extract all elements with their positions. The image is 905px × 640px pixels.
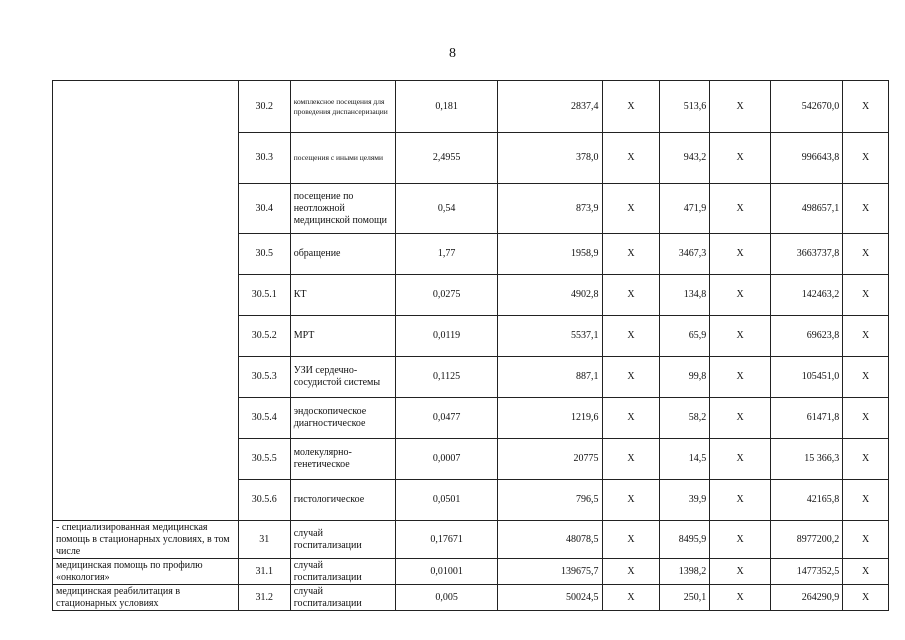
table-row	[53, 585, 889, 611]
row-cost: 20775	[497, 439, 602, 480]
row-norm: 0,0477	[396, 398, 498, 439]
table-row	[53, 81, 889, 133]
row-v2: 142463,2	[771, 275, 843, 316]
row-x3: X	[843, 81, 889, 133]
row-x2: X	[710, 316, 771, 357]
row-code: 30.5.4	[238, 398, 290, 439]
row-x3: X	[843, 398, 889, 439]
row-x1: X	[602, 133, 660, 184]
row-code: 31	[238, 521, 290, 559]
row-code: 30.5.6	[238, 480, 290, 521]
row-x1: X	[602, 585, 660, 611]
row-v1: 134,8	[660, 275, 710, 316]
row-unit: случай госпитализации	[290, 585, 396, 611]
row-cost: 1958,9	[497, 234, 602, 275]
table-row	[53, 521, 889, 559]
row-name: медицинская реабилитация в стационарных условиях	[53, 585, 239, 611]
row-norm: 0,181	[396, 81, 498, 133]
table-row	[53, 559, 889, 585]
row-v2: 15 366,3	[771, 439, 843, 480]
row-v1: 513,6	[660, 81, 710, 133]
row-cost: 378,0	[497, 133, 602, 184]
row-norm: 0,0007	[396, 439, 498, 480]
row-code: 30.5.1	[238, 275, 290, 316]
row-unit: КТ	[290, 275, 396, 316]
row-norm: 0,0119	[396, 316, 498, 357]
row-norm: 2,4955	[396, 133, 498, 184]
row-code: 30.5.3	[238, 357, 290, 398]
row-v2: 498657,1	[771, 184, 843, 234]
row-x3: X	[843, 439, 889, 480]
row-x2: X	[710, 275, 771, 316]
row-unit: случай госпитализации	[290, 559, 396, 585]
row-norm: 0,01001	[396, 559, 498, 585]
row-x2: X	[710, 398, 771, 439]
row-norm: 0,005	[396, 585, 498, 611]
row-x1: X	[602, 357, 660, 398]
row-unit: случай госпитализации	[290, 521, 396, 559]
row-x1: X	[602, 439, 660, 480]
row-v1: 250,1	[660, 585, 710, 611]
row-v1: 943,2	[660, 133, 710, 184]
row-x3: X	[843, 357, 889, 398]
row-unit: обращение	[290, 234, 396, 275]
row-x2: X	[710, 439, 771, 480]
row-norm: 1,77	[396, 234, 498, 275]
row-v1: 14,5	[660, 439, 710, 480]
row-unit: МРТ	[290, 316, 396, 357]
row-x2: X	[710, 480, 771, 521]
row-x3: X	[843, 275, 889, 316]
row-cost: 48078,5	[497, 521, 602, 559]
row-x2: X	[710, 234, 771, 275]
row-v1: 65,9	[660, 316, 710, 357]
row-unit: УЗИ сердечно-сосудистой системы	[290, 357, 396, 398]
row-x2: X	[710, 521, 771, 559]
row-x2: X	[710, 133, 771, 184]
row-x1: X	[602, 275, 660, 316]
norms-table	[52, 80, 889, 611]
row-code: 30.4	[238, 184, 290, 234]
row-cost: 887,1	[497, 357, 602, 398]
row-code: 30.5.2	[238, 316, 290, 357]
row-v1: 99,8	[660, 357, 710, 398]
row-norm: 0,0501	[396, 480, 498, 521]
row-x2: X	[710, 585, 771, 611]
row-unit: посещение по неотложной медицинской помощи	[290, 184, 396, 234]
row-name-cell	[53, 81, 239, 521]
row-x2: X	[710, 81, 771, 133]
row-unit: посещения с иными целями	[290, 133, 396, 184]
row-unit: эндоскопическое диагностическое	[290, 398, 396, 439]
row-x3: X	[843, 184, 889, 234]
row-cost: 873,9	[497, 184, 602, 234]
row-v2: 105451,0	[771, 357, 843, 398]
row-cost: 139675,7	[497, 559, 602, 585]
row-name: медицинская помощь по профилю «онкология»	[53, 559, 239, 585]
row-x1: X	[602, 521, 660, 559]
row-v1: 8495,9	[660, 521, 710, 559]
row-code: 30.3	[238, 133, 290, 184]
row-x3: X	[843, 521, 889, 559]
row-x2: X	[710, 357, 771, 398]
row-norm: 0,1125	[396, 357, 498, 398]
row-v2: 542670,0	[771, 81, 843, 133]
page-number: 8	[449, 46, 456, 61]
row-v2: 8977200,2	[771, 521, 843, 559]
row-v1: 39,9	[660, 480, 710, 521]
row-code: 30.5	[238, 234, 290, 275]
row-norm: 0,54	[396, 184, 498, 234]
row-cost: 4902,8	[497, 275, 602, 316]
row-norm: 0,0275	[396, 275, 498, 316]
row-cost: 5537,1	[497, 316, 602, 357]
row-x2: X	[710, 184, 771, 234]
row-v2: 996643,8	[771, 133, 843, 184]
row-x1: X	[602, 234, 660, 275]
row-code: 30.5.5	[238, 439, 290, 480]
row-v1: 1398,2	[660, 559, 710, 585]
row-v1: 3467,3	[660, 234, 710, 275]
row-cost: 796,5	[497, 480, 602, 521]
row-unit: гистологическое	[290, 480, 396, 521]
row-cost: 1219,6	[497, 398, 602, 439]
row-x3: X	[843, 234, 889, 275]
row-v1: 58,2	[660, 398, 710, 439]
row-code: 31.1	[238, 559, 290, 585]
row-x1: X	[602, 559, 660, 585]
row-unit: комплексное посещения для проведения диспансеризации	[290, 81, 396, 133]
row-x1: X	[602, 81, 660, 133]
row-x3: X	[843, 133, 889, 184]
row-v2: 42165,8	[771, 480, 843, 521]
row-v2: 264290,9	[771, 585, 843, 611]
row-x3: X	[843, 559, 889, 585]
row-x3: X	[843, 480, 889, 521]
row-x3: X	[843, 316, 889, 357]
row-cost: 2837,4	[497, 81, 602, 133]
row-v2: 61471,8	[771, 398, 843, 439]
row-x2: X	[710, 559, 771, 585]
row-x1: X	[602, 184, 660, 234]
row-cost: 50024,5	[497, 585, 602, 611]
row-v2: 1477352,5	[771, 559, 843, 585]
row-name: - специализированная медицинская помощь в стационарных условиях, в том числе	[53, 521, 239, 559]
row-unit: молекулярно-генетическое	[290, 439, 396, 480]
row-v2: 3663737,8	[771, 234, 843, 275]
row-v2: 69623,8	[771, 316, 843, 357]
row-x3: X	[843, 585, 889, 611]
row-x1: X	[602, 398, 660, 439]
row-x1: X	[602, 480, 660, 521]
row-v1: 471,9	[660, 184, 710, 234]
row-code: 31.2	[238, 585, 290, 611]
row-x1: X	[602, 316, 660, 357]
row-code: 30.2	[238, 81, 290, 133]
row-norm: 0,17671	[396, 521, 498, 559]
